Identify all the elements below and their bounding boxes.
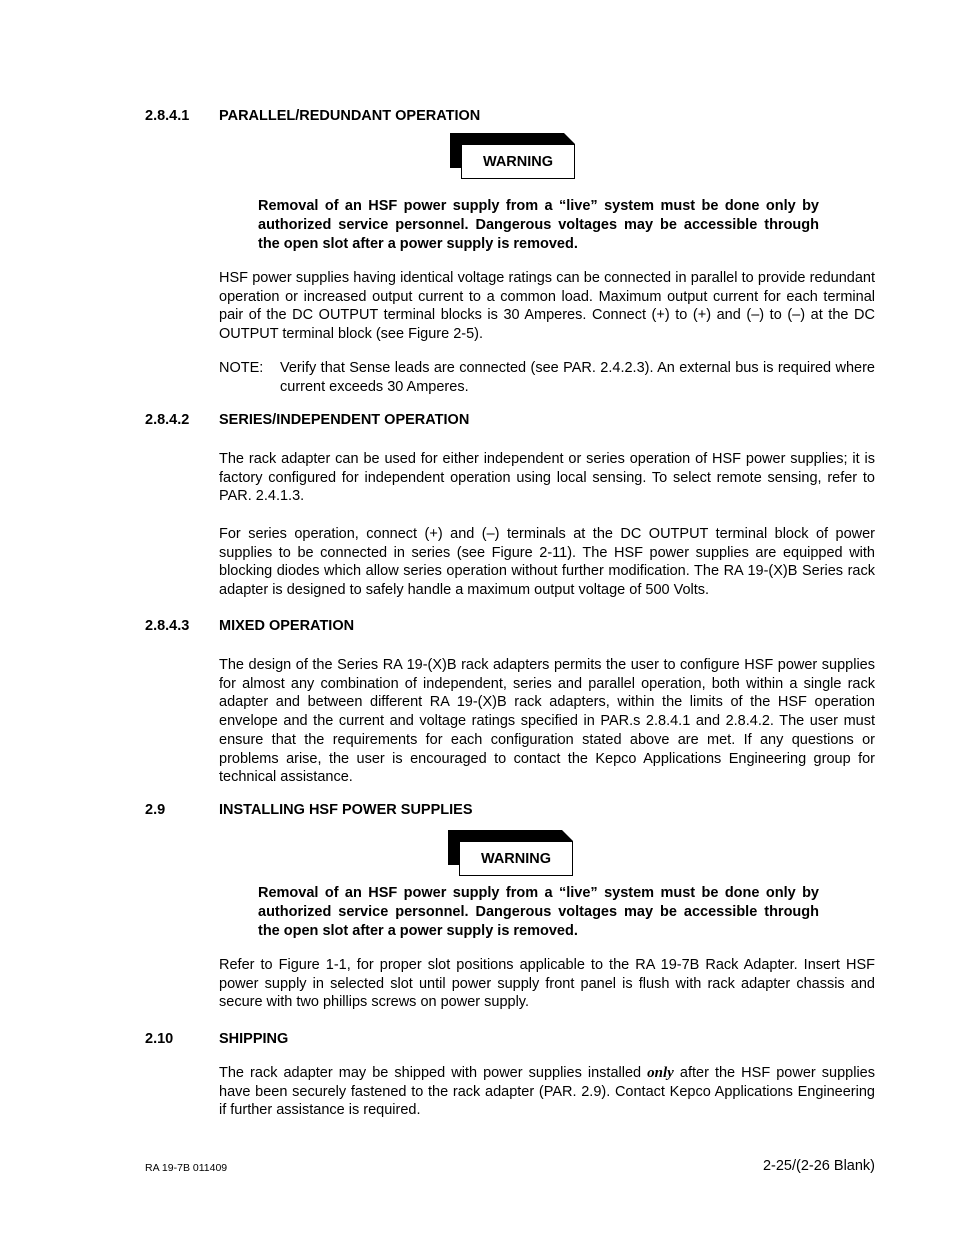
shipping-text-start: The rack adapter may be shipped with power supplies installed: [219, 1065, 648, 1081]
section-title: SHIPPING: [219, 1031, 289, 1047]
shipping-text-end: after the HSF power supplies have been securely fastened to the rack adapter (PAR. 2.9). Contact Kepco Applications Engineering if further assistance is required.: [219, 1065, 875, 1119]
paragraph-shipping: [219, 1064, 875, 1120]
section-number: 2.9: [145, 802, 166, 818]
section-heading-210: [145, 1031, 288, 1047]
section-title: INSTALLING HSF POWER SUPPLIES: [219, 802, 473, 818]
warning-label: WARNING: [459, 841, 573, 876]
paragraph-install: Refer to Figure 1-1, for proper slot positions applicable to the RA 19-7B Rack Adapter. Insert HSF power supply in selected slot until power supply front panel is flush with rack adapter chassis and secure with two phillips screws on power supply.: [219, 957, 875, 1011]
note-body: Verify that Sense leads are connected (see PAR. 2.4.2.3). An external bus is required where current exceeds 30 Amperes.: [280, 360, 875, 395]
paragraph-series-2: For series operation, connect (+) and (–) terminals at the DC OUTPUT terminal block of power supplies to be connected in series (see Figure 2-11). The HSF power supplies are equipped with blocking diodes which allow series operation without further modification. The RA 19-(X)B Series rack adapter is designed to safely handle a maximum output voltage of 500 Volts.: [219, 526, 875, 599]
section-heading-2842: [145, 412, 469, 428]
section-title: PARALLEL/REDUNDANT OPERATION: [219, 108, 481, 124]
paragraph-parallel: HSF power supplies having identical voltage ratings can be connected in parallel to provide redundant operation or increased output current to a common load. Maximum output current for each terminal pair of the DC OUTPUT terminal blocks is 30 Amperes. Connect (+) to (+) and (–) to (–) at the DC OUTPUT terminal block (see Figure 2-5).: [219, 270, 875, 343]
warning-box: [450, 133, 575, 179]
warning-text: Removal of an HSF power supply from a “live” system must be done only by authorized service personnel. Dangerous voltages may be accessible through the open slot after a power supply is removed.: [258, 198, 819, 252]
warning-label: WARNING: [461, 144, 575, 179]
section-number: 2.8.4.2: [145, 412, 190, 428]
note-label: NOTE:: [219, 360, 264, 376]
footer-page-number: 2-25/(2-26 Blank): [762, 1158, 875, 1174]
section-heading-29: [145, 802, 473, 818]
footer-doc-id: RA 19-7B 011409: [145, 1162, 228, 1174]
note: [219, 359, 875, 396]
section-heading-2841: [145, 108, 480, 124]
section-title: MIXED OPERATION: [219, 618, 355, 634]
paragraph-series-1: The rack adapter can be used for either independent or series operation of HSF power supplies; it is factory configured for independent operation using local sensing. To select remote sensing, refer to PAR. 2.4.1.3.: [219, 451, 875, 505]
section-number: 2.8.4.3: [145, 618, 190, 634]
section-title: SERIES/INDEPENDENT OPERATION: [219, 412, 470, 428]
warning-box: [448, 830, 573, 876]
paragraph-mixed: The design of the Series RA 19-(X)B rack adapters permits the user to configure HSF power supplies for almost any combination of independent, series and parallel operation, both within a single rack adapter and between different RA 19-(X)B rack adapters, within the limits of the HSF operation envelope and the current and voltage ratings specified in PAR.s 2.8.4.1 and 2.8.4.2. The user must ensure that the requirements for each configuration stated above are met. If any questions or problems arise, the user is encouraged to contact the Kepco Applications Engineering group for technical assistance.: [219, 657, 875, 786]
shipping-emphasis: only: [647, 1065, 674, 1081]
section-heading-2843: [145, 618, 354, 634]
section-number: 2.8.4.1: [145, 108, 190, 124]
section-number: 2.10: [145, 1031, 174, 1047]
warning-text: Removal of an HSF power supply from a “live” system must be done only by authorized service personnel. Dangerous voltages may be accessible through the open slot after a power supply is removed.: [258, 885, 819, 939]
